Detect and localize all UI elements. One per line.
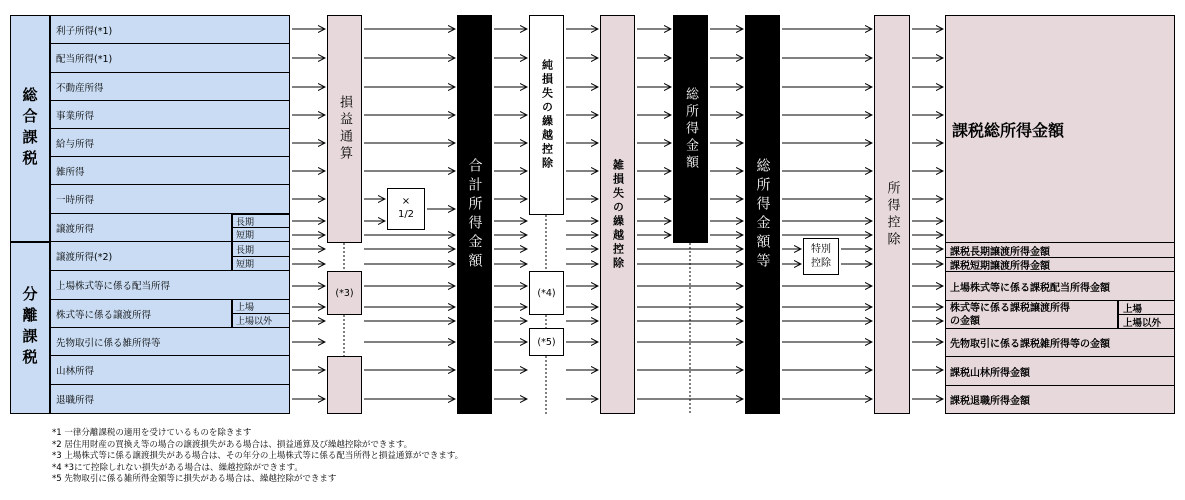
output-label: 課税短期譲渡所得金額 — [950, 261, 1050, 272]
gokei-shotoku-box — [457, 15, 492, 414]
row-kyuyo — [50, 129, 290, 157]
note5-box — [529, 328, 564, 356]
note3-box — [327, 271, 362, 315]
row-taishoku — [50, 385, 290, 414]
row-label: 事業所得 — [56, 110, 95, 122]
output-label: 課税総所得金額 — [952, 120, 1065, 140]
short-transfer-output — [945, 258, 1175, 272]
stock-unlisted — [232, 314, 290, 328]
row-jigyo — [50, 101, 290, 129]
gokei-shotoku-text: 合計所得金額 — [466, 157, 483, 272]
row-stock-transfer — [50, 300, 232, 328]
jun-sonshitsu-text: 純損失の繰越控除 — [540, 59, 554, 171]
sub-label: 上場 — [236, 303, 255, 313]
jun-sonshitsu-box — [529, 15, 564, 215]
output-label: 課税長期譲渡所得金額 — [950, 246, 1050, 258]
zatsu-sonshitsu-text: 雑損失の繰越控除 — [611, 158, 625, 271]
joto-bunri-long — [232, 242, 290, 257]
row-ichiji — [50, 185, 290, 214]
so-shotoku-box — [673, 15, 708, 243]
sub-label: 上場以外 — [236, 317, 273, 327]
so-shotoku-to-box — [745, 15, 780, 414]
bunri-kazei-label — [10, 242, 50, 414]
sogo-kazei-text: 総合課税 — [20, 86, 39, 171]
row-listed-dividend — [50, 271, 290, 300]
note5-label: (*5) — [537, 336, 556, 348]
tokubetsu-kojo-box — [803, 238, 839, 275]
row-label: 上場株式等に係る配当所得 — [56, 281, 171, 292]
output-label: 上場 — [1123, 303, 1143, 315]
row-rishi — [50, 15, 290, 44]
tokubetsu-kojo-text: 特別控除 — [811, 243, 831, 269]
row-label: 配当所得(*1) — [56, 54, 113, 65]
row-label: 利子所得(*1) — [56, 25, 113, 37]
row-futures — [50, 328, 290, 356]
row-sanrin — [50, 356, 290, 385]
row-label: 株式等に係る譲渡所得 — [56, 309, 152, 321]
stock-listed — [232, 300, 290, 314]
stock-transfer-unlisted-output — [1118, 315, 1175, 329]
taishoku-output — [945, 386, 1175, 414]
sub-label: 短期 — [236, 231, 255, 241]
note4-box — [529, 271, 564, 315]
so-shotoku-to-text: 総所得金額等 — [754, 157, 771, 272]
note4-label: (*4) — [537, 287, 556, 299]
row-label: 不動産所得 — [56, 82, 104, 94]
half-value: 1/2 — [397, 209, 415, 220]
shotoku-kojo-text: 所得控除 — [884, 180, 900, 249]
output-label: 上場株式等に係る課税配当所得金額 — [950, 282, 1110, 294]
kazei-so-shotoku-output — [945, 15, 1175, 243]
joto-sogo-long — [232, 214, 290, 228]
row-label: 退職所得 — [56, 395, 95, 406]
row-label: 一時所得 — [56, 195, 95, 206]
sogo-kazei-label — [10, 15, 50, 242]
sub-label: 長期 — [236, 217, 255, 228]
output-label: 先物取引に係る課税雑所得等の金額 — [950, 339, 1110, 350]
sub-label: 長期 — [236, 245, 255, 256]
row-label: 給与所得 — [56, 138, 95, 150]
row-label: 山林所得 — [56, 366, 95, 377]
footnote-5: *5 先物取引に係る雑所得金額等に損失がある場合は、繰越控除ができます — [52, 474, 337, 484]
sonneki-tsusan-box — [327, 15, 362, 243]
stock-transfer-output — [945, 301, 1118, 329]
joto-sogo-short — [232, 228, 290, 242]
joto-bunri-short — [232, 257, 290, 271]
shotoku-kojo-box — [874, 15, 910, 414]
row-label: 先物取引に係る雑所得等 — [56, 337, 161, 349]
output-label: 課税退職所得金額 — [950, 396, 1030, 407]
futures-output — [945, 329, 1175, 357]
row-label: 譲渡所得(*2) — [56, 252, 113, 263]
footnote-4: *4 *3にて控除しれない損失がある場合は、繰越控除ができます。 — [52, 462, 303, 473]
sanrin-output — [945, 357, 1175, 386]
row-label: 雑所得 — [56, 166, 85, 178]
sub-label: 短期 — [236, 260, 255, 270]
output-label: の金額 — [950, 316, 980, 327]
sonneki-tsusan-text: 損益通算 — [337, 95, 352, 163]
row-zatsu — [50, 157, 290, 185]
stock-transfer-listed-output — [1118, 301, 1175, 315]
footnote-2: *2 居住用財産の買換え等の場合の譲渡損失がある場合は、損益通算及び繰越控除ができます。 — [52, 439, 413, 450]
zatsu-sonshitsu-box — [600, 15, 635, 414]
output-label: 株式等に係る課税譲渡所得 — [950, 303, 1070, 314]
output-label: 課税山林所得金額 — [950, 367, 1030, 379]
output-label: 上場以外 — [1123, 317, 1162, 329]
footnote-1: *1 一律分離課税の適用を受けているものを除きます — [52, 428, 252, 438]
half-mult: × — [401, 196, 411, 207]
bunri-kazei-text: 分離課税 — [20, 286, 39, 370]
row-joto-bunri — [50, 242, 232, 271]
footnote-3: *3 上場株式等に係る譲渡損失がある場合は、その年分の上場株式等に係る配当所得と損益通算ができます。 — [52, 451, 464, 461]
half-box — [387, 188, 425, 230]
row-label: 譲渡所得 — [56, 223, 95, 235]
sanrin-tsusan-box — [327, 356, 362, 414]
so-shotoku-text: 総所得金額 — [683, 86, 698, 172]
row-joto-sogo — [50, 214, 232, 242]
listed-dividend-output — [945, 272, 1175, 301]
note3-label: (*3) — [335, 287, 354, 299]
row-haito — [50, 44, 290, 73]
long-transfer-output — [945, 243, 1175, 258]
row-fudosan — [50, 73, 290, 101]
footnotes — [52, 428, 463, 486]
